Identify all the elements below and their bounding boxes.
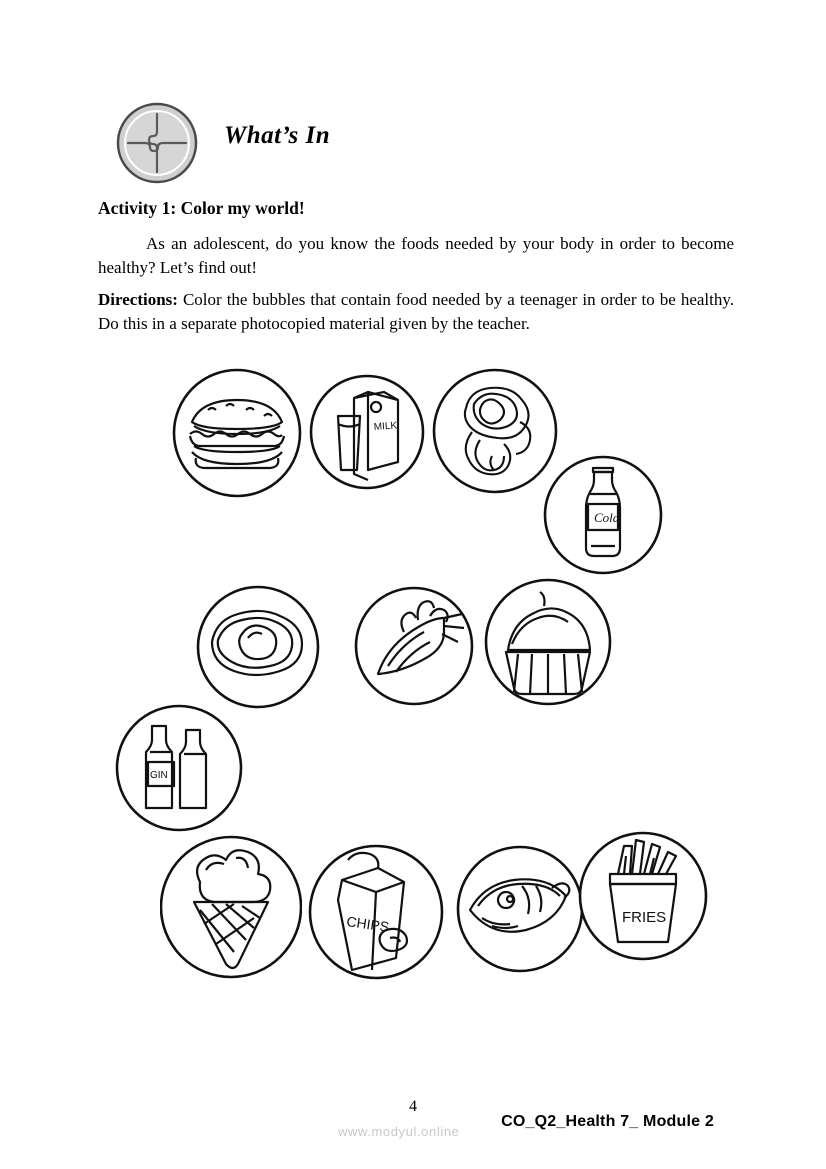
footer-module-code: CO_Q2_Health 7_ Module 2 [501,1113,714,1130]
activity-directions [98,288,734,336]
svg-text:GIN: GIN [150,770,168,781]
bubble-cupcake[interactable] [482,574,614,710]
bubble-milk[interactable] [308,368,426,496]
bubble-lettuce[interactable] [432,364,558,498]
bubble-chips[interactable] [302,834,450,990]
watermark: www.modyul.online [338,1124,460,1139]
activity-intro: As an adolescent, do you know the foods needed by your body in order to become healthy? Let’s find out! [98,234,734,278]
bubble-cluster [90,358,740,1028]
puzzle-piece-icon [116,102,198,184]
directions-label: Directions: [98,290,178,309]
bubble-cola[interactable] [542,454,664,576]
bubble-fish[interactable] [452,838,588,980]
svg-text:MILK: MILK [373,420,398,433]
bubble-icecream[interactable] [160,824,302,990]
bubble-carrot[interactable] [348,582,480,710]
section-title: What’s In [224,122,331,149]
bubble-fries[interactable] [574,822,712,970]
svg-text:CHIPS: CHIPS [345,913,391,935]
activity-title: Activity 1: Color my world! [98,198,305,218]
svg-text:FRIES: FRIES [622,909,667,926]
bubble-burger[interactable] [170,366,304,500]
page-number: 4 [409,1098,417,1115]
section-header [98,100,738,186]
bubble-gin[interactable] [108,700,250,836]
directions-text: Color the bubbles that contain food needed by a teenager in order to be healthy. Do this in a separate photocopied material given by the teacher. [98,290,734,334]
bubble-egg[interactable] [188,584,328,710]
svg-text:Cola: Cola [594,510,620,525]
